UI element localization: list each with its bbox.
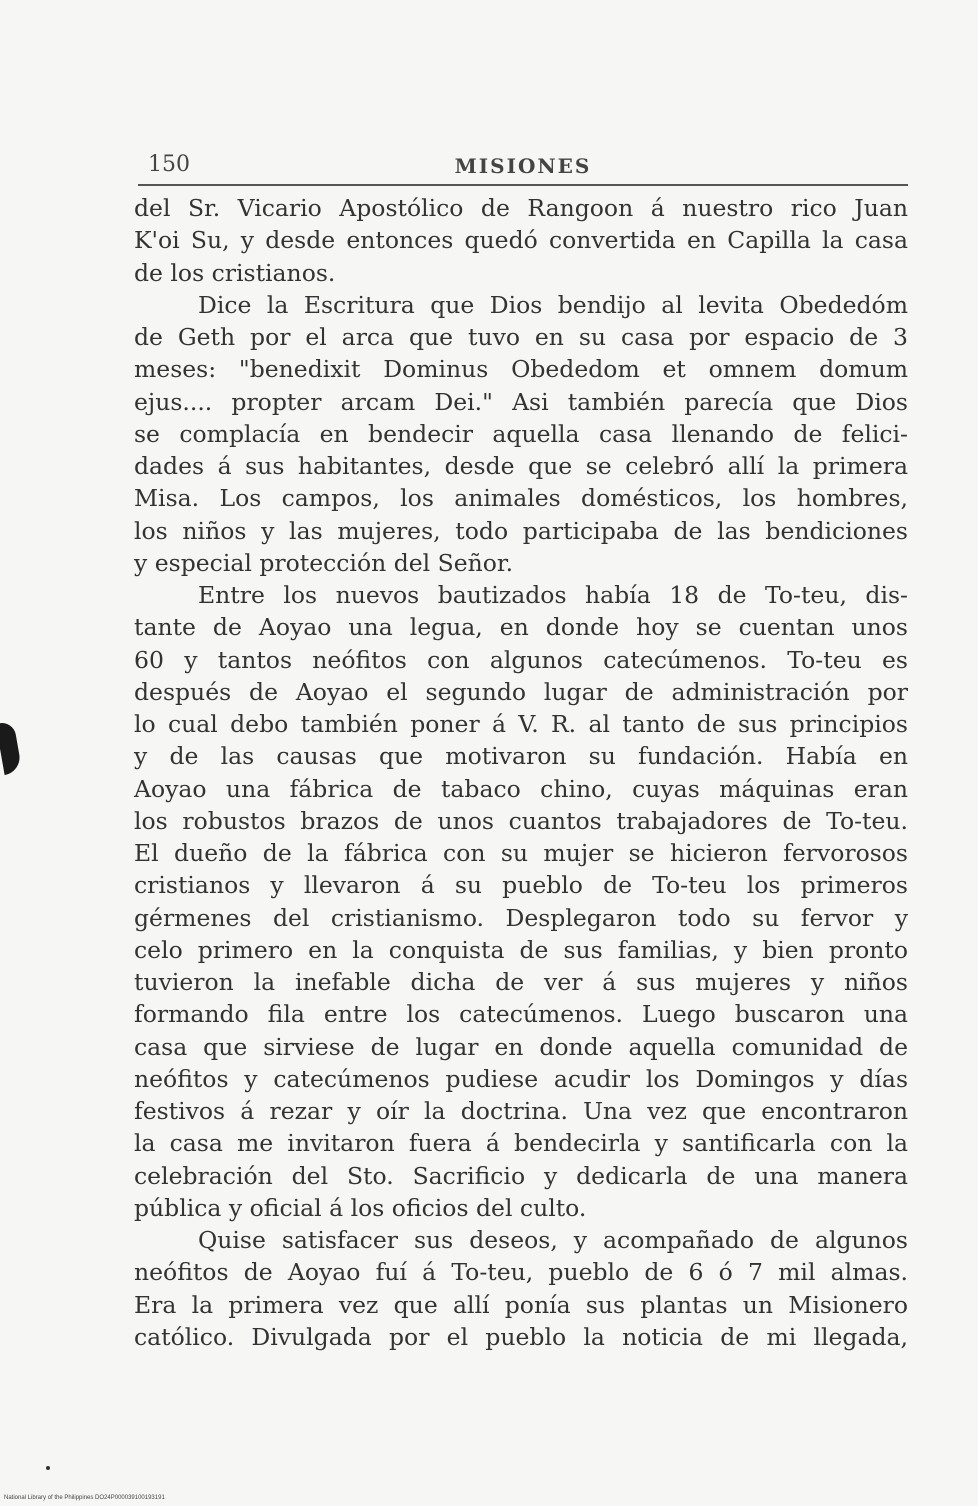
- scan-edge-mark: [0, 721, 22, 775]
- text-line: neófitos y catecúmenos pudiese acudir los Domingos y días: [134, 1064, 908, 1093]
- text-line: pública y oficial á los oficios del culto.: [134, 1193, 587, 1222]
- text-line: se complacía en bendecir aquella casa llenando de felici-: [134, 419, 908, 448]
- text-line: y de las causas que motivaron su fundación. Había en: [134, 742, 908, 771]
- text-line: tuvieron la inefable dicha de ver á sus mujeres y niños: [134, 968, 908, 996]
- text-line: lo cual debo también poner á V. R. al tanto de sus principios: [134, 710, 908, 738]
- text-line: tante de Aoyao una legua, en donde hoy se cuentan unos: [134, 613, 908, 642]
- text-line: de los cristianos.: [134, 258, 336, 287]
- text-line: los niños y las mujeres, todo participaba de las bendiciones: [134, 516, 908, 545]
- text-line: Misa. Los campos, los animales domésticos, los hombres,: [134, 484, 908, 513]
- text-line: El dueño de la fábrica con su mujer se hicieron fervorosos: [134, 839, 908, 867]
- running-title: MISIONES: [454, 154, 592, 178]
- text-line: la casa me invitaron fuera á bendecirla y santificarla con la: [134, 1129, 908, 1158]
- text-line: festivos á rezar y oír la doctrina. Una vez que encontraron: [134, 1097, 908, 1125]
- page-number: 150: [148, 152, 190, 177]
- text-line: después de Aoyao el segundo lugar de administración por: [134, 677, 908, 706]
- scan-speck: [46, 1466, 50, 1470]
- text-line: y especial protección del Señor.: [134, 548, 514, 577]
- text-line: formando fila entre los catecúmenos. Luego buscaron una: [134, 1000, 908, 1029]
- body-text: [134, 192, 908, 1353]
- text-line: dades á sus habitantes, desde que se celebró allí la primera: [134, 452, 908, 480]
- text-line: meses: "benedixit Dominus Obededom et omnem domum: [134, 355, 908, 384]
- text-line: casa que sirviese de lugar en donde aquella comunidad de: [134, 1032, 908, 1061]
- text-line: cristianos y llevaron á su pueblo de To-teu los primeros: [134, 871, 908, 900]
- text-line: Quise satisfacer sus deseos, y acompañado de algunos: [198, 1226, 908, 1254]
- text-line: del Sr. Vicario Apostólico de Rangoon á nuestro rico Juan: [134, 194, 908, 222]
- text-line: Dice la Escritura que Dios bendijo al levita Obededóm: [198, 290, 908, 319]
- text-line: gérmenes del cristianismo. Desplegaron todo su fervor y: [134, 903, 908, 932]
- text-line: Entre los nuevos bautizados había 18 de To-teu, dis-: [198, 581, 908, 609]
- text-line: católico. Divulgada por el pueblo la noticia de mi llegada,: [134, 1322, 908, 1351]
- text-line: ejus.... propter arcam Dei." Asi también parecía que Dios: [134, 387, 908, 416]
- text-line: K'oi Su, y desde entonces quedó convertida en Capilla la casa: [134, 226, 908, 255]
- page-header: [138, 150, 908, 186]
- text-line: Aoyao una fábrica de tabaco chino, cuyas máquinas eran: [134, 774, 908, 803]
- text-line: 60 y tantos neófitos con algunos catecúmenos. To-teu es: [134, 645, 908, 674]
- text-line: Era la primera vez que allí ponía sus plantas un Misionero: [134, 1290, 908, 1319]
- text-line: de Geth por el arca que tuvo en su casa por espacio de 3: [134, 323, 908, 351]
- text-line: celo primero en la conquista de sus familias, y bien pronto: [134, 935, 908, 964]
- text-line: neófitos de Aoyao fuí á To-teu, pueblo de 6 ó 7 mil almas.: [134, 1258, 908, 1287]
- library-credit: National Library of the Philippines DO24P000039100193191: [4, 1495, 165, 1501]
- text-line: celebración del Sto. Sacrificio y dedicarla de una manera: [134, 1161, 908, 1190]
- text-line: los robustos brazos de unos cuantos trabajadores de To-teu.: [134, 806, 908, 835]
